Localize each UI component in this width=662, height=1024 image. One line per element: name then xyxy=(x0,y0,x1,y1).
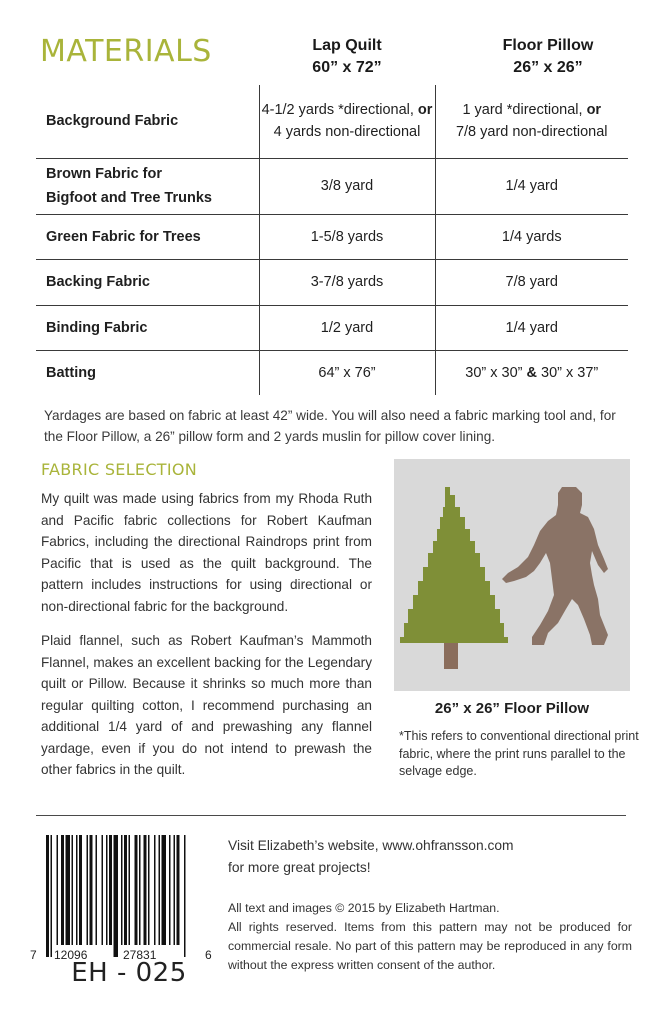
materials-row xyxy=(36,214,628,259)
materials-cell-line: 1 yard *directional, or xyxy=(462,102,602,119)
barcode-bar xyxy=(96,835,98,945)
barcode-bar xyxy=(148,835,150,945)
materials-cell-label xyxy=(36,214,259,259)
materials-cell-line: 1/2 yard xyxy=(320,319,374,336)
materials-cell-line: 3-7/8 yards xyxy=(310,274,384,290)
tree-icon xyxy=(400,487,508,669)
materials-cell-line: 30” x 30” & 30” x 37” xyxy=(465,364,599,381)
barcode-digit-right: 27831 xyxy=(123,948,157,962)
materials-cell-lap xyxy=(259,350,435,395)
lap-quilt-size: 60” x 72” xyxy=(312,59,382,76)
floor-pillow-name: Floor Pillow xyxy=(502,37,594,54)
barcode-bar xyxy=(184,835,186,957)
barcode-bar xyxy=(90,835,93,945)
visit-line-1: Visit Elizabeth’s website, www.ohfransson.com xyxy=(228,838,514,853)
bigfoot-icon xyxy=(502,487,608,645)
barcode-bar xyxy=(177,835,180,945)
barcode-bar xyxy=(61,835,64,945)
materials-cell-line: Backing Fabric xyxy=(46,274,150,290)
materials-row xyxy=(36,85,628,158)
barcode-digit-lead: 7 xyxy=(30,948,37,962)
barcode-bar xyxy=(162,835,167,945)
barcode-bar xyxy=(57,835,59,945)
illustration-caption: 26” x 26” Floor Pillow xyxy=(434,700,590,717)
barcode-bar xyxy=(135,835,138,945)
fabric-selection-paragraph-2: Plaid flannel, such as Robert Kaufman’s Mammoth Flannel, makes an excellent backing for the Legendary quilt or Pillow. Because it shrinks so much more than regular quilting cotton, I recommend purchasing an additional 1/4 yard of and prewashing any flannel yardage, even if you do not intend to prewash the other fabrics in the quilt. xyxy=(41,633,372,777)
materials-cell-pillow xyxy=(435,214,628,259)
materials-cell-lap xyxy=(259,259,435,305)
barcode-bar xyxy=(144,835,147,945)
materials-cell-line: 4-1/2 yards *directional, or xyxy=(261,102,433,119)
materials-cell-lap xyxy=(259,85,435,158)
materials-cell-pillow xyxy=(435,158,628,214)
fabric-selection-paragraph-1: My quilt was made using fabrics from my Rhoda Ruth and Pacific fabric collections for Robert Kaufman Fabrics, including the directional Raindrops print from Pacific that is used as the quilt background. The pattern includes instructions for using directional or non-directional fabric for the background. xyxy=(41,491,372,614)
rights-statement: All rights reserved. Items from this pattern may not be produced for commercial resale. No part of this pattern may be reproduced in any form without the express written consent of the author. xyxy=(228,920,632,972)
barcode-bar xyxy=(66,835,71,945)
visit-website xyxy=(228,835,628,879)
materials-cell-lap xyxy=(259,305,435,350)
barcode-bar xyxy=(87,835,89,945)
materials-cell-label xyxy=(36,158,259,214)
materials-row xyxy=(36,350,628,395)
directional-note: *This refers to conventional directional print fabric, where the print runs parallel to the selvage edge. xyxy=(399,729,639,778)
materials-cell-line: Green Fabric for Trees xyxy=(46,228,201,245)
materials-cell-line: 1-5/8 yards xyxy=(310,228,384,245)
materials-cell-label xyxy=(36,259,259,305)
barcode-digit-check: 6 xyxy=(205,948,212,962)
materials-cell-pillow xyxy=(435,85,628,158)
materials-cell-line: 1/4 yard xyxy=(505,178,558,194)
barcode-bar xyxy=(79,835,82,945)
materials-cell-lap xyxy=(259,158,435,214)
barcode-bar xyxy=(129,835,131,945)
floor-pillow-size: 26” x 26” xyxy=(513,59,583,76)
materials-row xyxy=(36,158,628,214)
materials-table xyxy=(36,85,628,395)
barcode-bar xyxy=(114,835,119,957)
barcode-bar xyxy=(46,835,49,957)
lap-quilt-name: Lap Quilt xyxy=(312,37,382,54)
barcode-digit-left: 12096 xyxy=(54,948,88,962)
floor-pillow-illustration xyxy=(394,459,630,691)
materials-cell-line: 4 yards non-directional xyxy=(273,124,421,141)
lap-quilt-column-header xyxy=(262,35,432,79)
materials-cell-lap xyxy=(259,214,435,259)
materials-cell-line: Bigfoot and Tree Trunks xyxy=(46,190,212,206)
barcode-bar xyxy=(159,835,161,945)
materials-heading: MATERIALS xyxy=(40,34,212,69)
barcode-bar xyxy=(139,835,141,945)
materials-cell-line: 3/8 yard xyxy=(320,178,374,194)
materials-cell-line: Batting xyxy=(46,364,96,381)
materials-row xyxy=(36,259,628,305)
materials-cell-line: Brown Fabric for xyxy=(46,166,163,182)
barcode xyxy=(42,835,212,960)
materials-cell-label xyxy=(36,85,259,158)
barcode-bar xyxy=(154,835,156,945)
materials-cell-line: Background Fabric xyxy=(46,113,179,130)
barcode-bar xyxy=(76,835,78,945)
legal-text xyxy=(228,899,632,975)
materials-cell-pillow xyxy=(435,259,628,305)
barcode-bar xyxy=(124,835,127,945)
barcode-bar xyxy=(174,835,176,945)
barcode-bar xyxy=(51,835,53,957)
barcode-bar xyxy=(169,835,171,945)
yardage-note: Yardages are based on fabric at least 42” wide. You will also need a fabric marking tool and, for the Floor Pillow, a 26” pillow form and 2 yards muslin for pillow cover lining. xyxy=(44,408,616,444)
materials-cell-line: 64” x 76” xyxy=(318,364,376,381)
visit-line-2: for more great projects! xyxy=(228,860,371,875)
materials-cell-pillow xyxy=(435,350,628,395)
barcode-bar xyxy=(106,835,108,945)
floor-pillow-column-header xyxy=(448,35,648,79)
materials-cell-label xyxy=(36,305,259,350)
materials-row xyxy=(36,305,628,350)
materials-cell-line: 7/8 yard non-directional xyxy=(455,124,608,141)
materials-cell-line: 1/4 yards xyxy=(501,228,562,245)
materials-cell-line: Binding Fabric xyxy=(46,319,148,336)
fabric-selection-heading: FABRIC SELECTION xyxy=(41,460,198,479)
materials-cell-line: 1/4 yard xyxy=(505,319,558,336)
barcode-bar xyxy=(72,835,74,945)
copyright: All text and images © 2015 by Elizabeth Hartman. xyxy=(228,901,500,915)
materials-cell-pillow xyxy=(435,305,628,350)
barcode-bar xyxy=(109,835,112,945)
divider xyxy=(36,815,626,816)
pattern-sku: EH - 025 xyxy=(71,958,187,988)
materials-cell-line: 7/8 yard xyxy=(505,274,558,290)
barcode-bar xyxy=(102,835,104,945)
materials-cell-label xyxy=(36,350,259,395)
barcode-bar xyxy=(121,835,123,945)
